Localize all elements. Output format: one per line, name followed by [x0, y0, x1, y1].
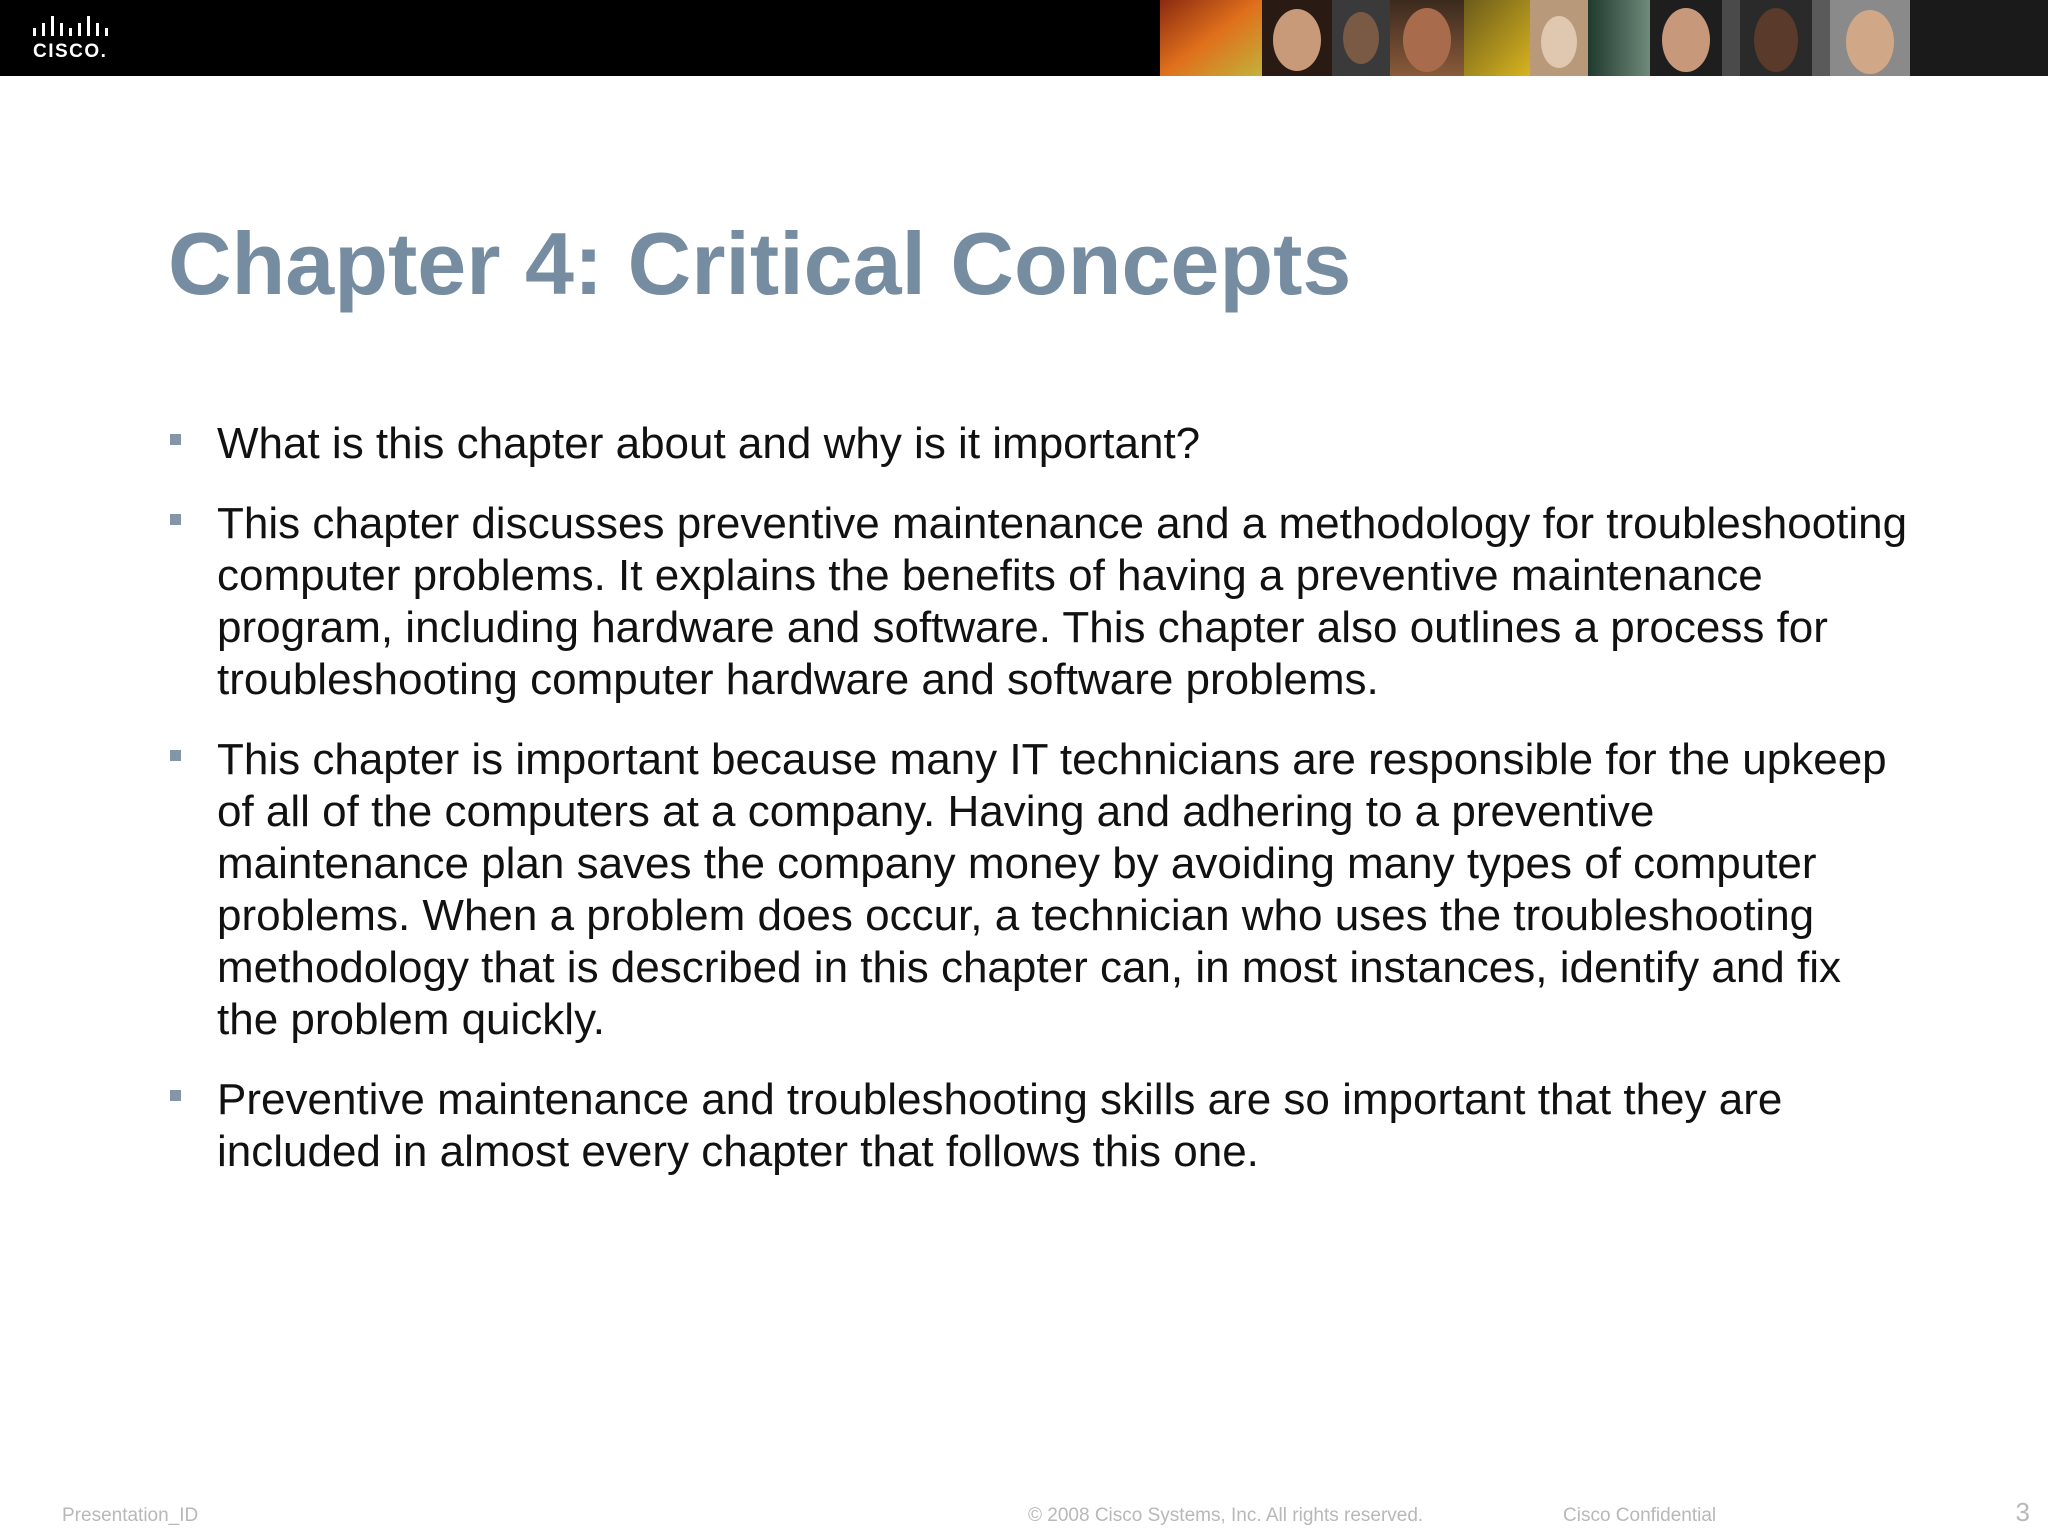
cisco-bars-icon [32, 14, 114, 40]
photo-montage [1160, 0, 2048, 76]
slide-title: Chapter 4: Critical Concepts [168, 214, 1352, 313]
bullet-text: Preventive maintenance and troubleshooting skills are so important that they are included in almost every chapter that follows this one. [217, 1075, 1783, 1176]
footer-presentation-id: Presentation_ID [62, 1505, 199, 1526]
bullet-item [168, 418, 1908, 470]
square-bullet-icon [170, 434, 181, 445]
bullet-text: This chapter is important because many IT technicians are responsible for the upkeep of all of the computers at a company. Having and adhering to a preventive maintenance plan saves the company money by avoiding many types of computer problems. When a problem does occur, a technician who uses the troubleshooting methodology that is described in this chapter can, in most instances, identify and fix the problem quickly. [217, 735, 1887, 1044]
header-bar [0, 0, 2048, 76]
square-bullet-icon [170, 514, 181, 525]
bullet-item [168, 734, 1908, 1046]
bullet-item [168, 1074, 1908, 1178]
bullet-text: This chapter discusses preventive maintenance and a methodology for troubleshooting computer problems. It explains the benefits of having a preventive maintenance program, including hardware and software. This chapter also outlines a process for troubleshooting computer hardware and software problems. [217, 499, 1908, 704]
bullet-list [168, 418, 1908, 1206]
page-number: 3 [2015, 1497, 2030, 1527]
footer-confidential: Cisco Confidential [1563, 1505, 1717, 1526]
cisco-logo [30, 14, 120, 64]
cisco-wordmark: CISCO. [33, 41, 108, 62]
bullet-text: What is this chapter about and why is it important? [217, 419, 1201, 468]
footer-copyright: © 2008 Cisco Systems, Inc. All rights reserved. [1028, 1505, 1424, 1526]
square-bullet-icon [170, 1090, 181, 1101]
square-bullet-icon [170, 750, 181, 761]
bullet-item [168, 498, 1908, 706]
